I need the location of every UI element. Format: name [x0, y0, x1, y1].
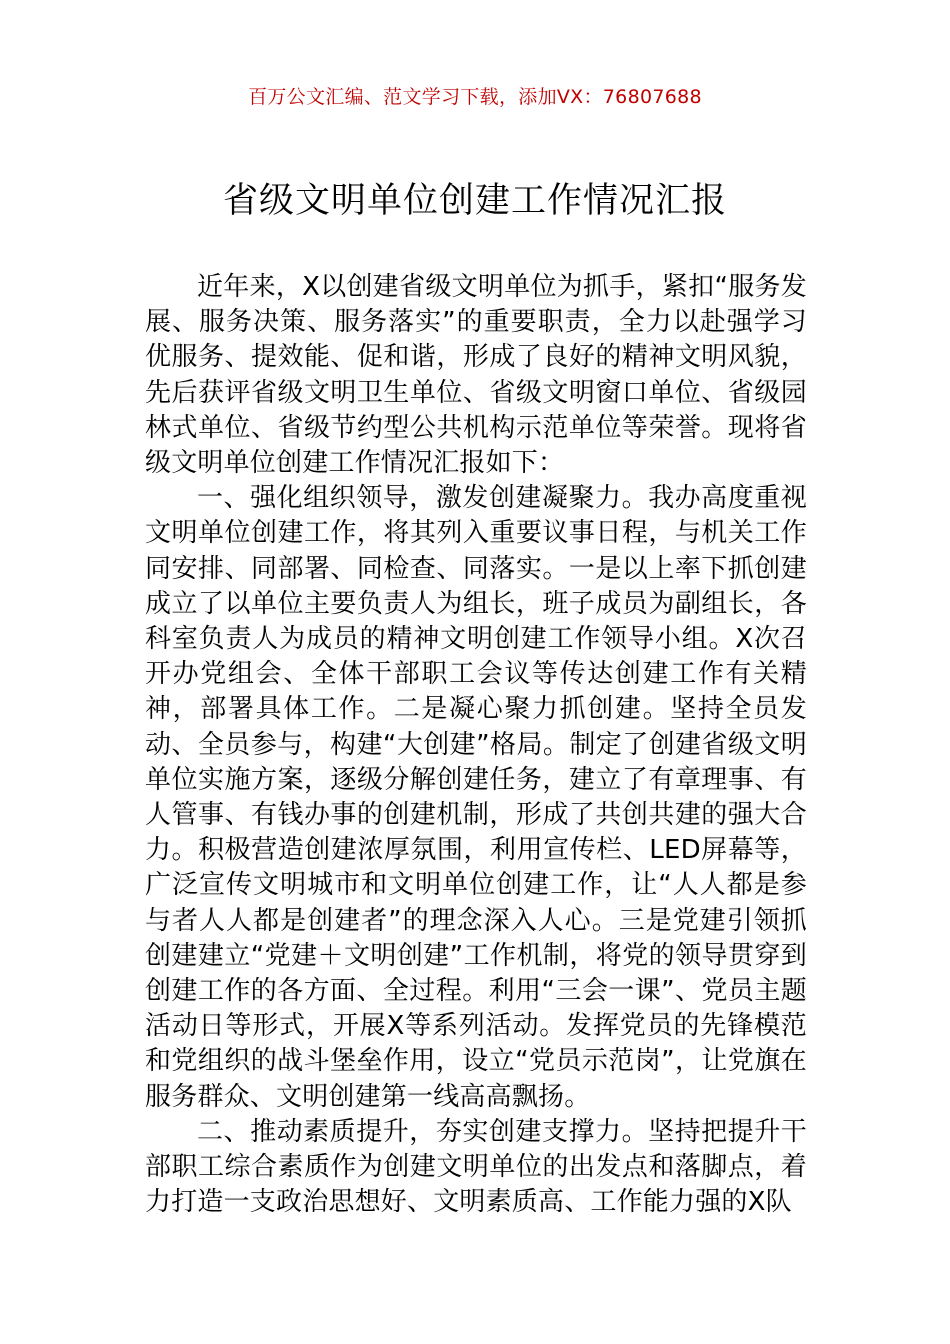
- paragraph-intro: 近年来，X以创建省级文明单位为抓手，紧扣“服务发展、服务决策、服务落实”的重要职责，全力以赴强学习优服务、提效能、促和谐，形成了良好的精神文明风貌，先后获评省级文明卫生单位、省级文明窗口单位、省级园林式单位、省级节约型公共机构示范单位等荣誉。现将省级文明单位创建工作情况汇报如下：: [145, 272, 807, 479]
- paragraph-section-2: 二、推动素质提升，夯实创建支撑力。坚持把提升干部职工综合素质作为创建文明单位的出发点和落脚点，着力打造一支政治思想好、文明素质高、工作能力强的X队: [145, 1116, 807, 1218]
- page-title: 省级文明单位创建工作情况汇报: [222, 181, 727, 221]
- paragraph-section-1: 一、强化组织领导，激发创建凝聚力。我办高度重视文明单位创建工作，将其列入重要议事日程，与机关工作同安排、同部署、同检查、同落实。一是以上率下抓创建成立了以单位主要负责人为组长，班子成员为副组长，各科室负责人为成员的精神文明创建工作领导小组。X次召开办党组会、全体干部职工会议等传达创建工作有关精神，部署具体工作。二是凝心聚力抓创建。坚持全员发动、全员参与，构建“大创建”格局。制定了创建省级文明单位实施方案，逐级分解创建任务，建立了有章理事、有人管事、有钱办事的创建机制，形成了共创共建的强大合力。积极营造创建浓厚氛围，利用宣传栏、LED屏幕等，广泛宣传文明城市和文明单位创建工作，让“人人都是参与者人人都是创建者”的理念深入人心。三是党建引领抓创建建立“党建＋文明创建”工作机制，将党的领导贯穿到创建工作的各方面、全过程。利用“三会一课”、党员主题活动日等形式，开展X等系列活动。发挥党员的先锋模范和党组织的战斗堡垒作用，设立“党员示范岗”，让党旗在服务群众、文明创建第一线高高飘扬。: [145, 483, 807, 1112]
- document-body: [145, 270, 807, 1220]
- download-notice: 百万公文汇编、范文学习下载，添加VX：76807688: [248, 86, 702, 108]
